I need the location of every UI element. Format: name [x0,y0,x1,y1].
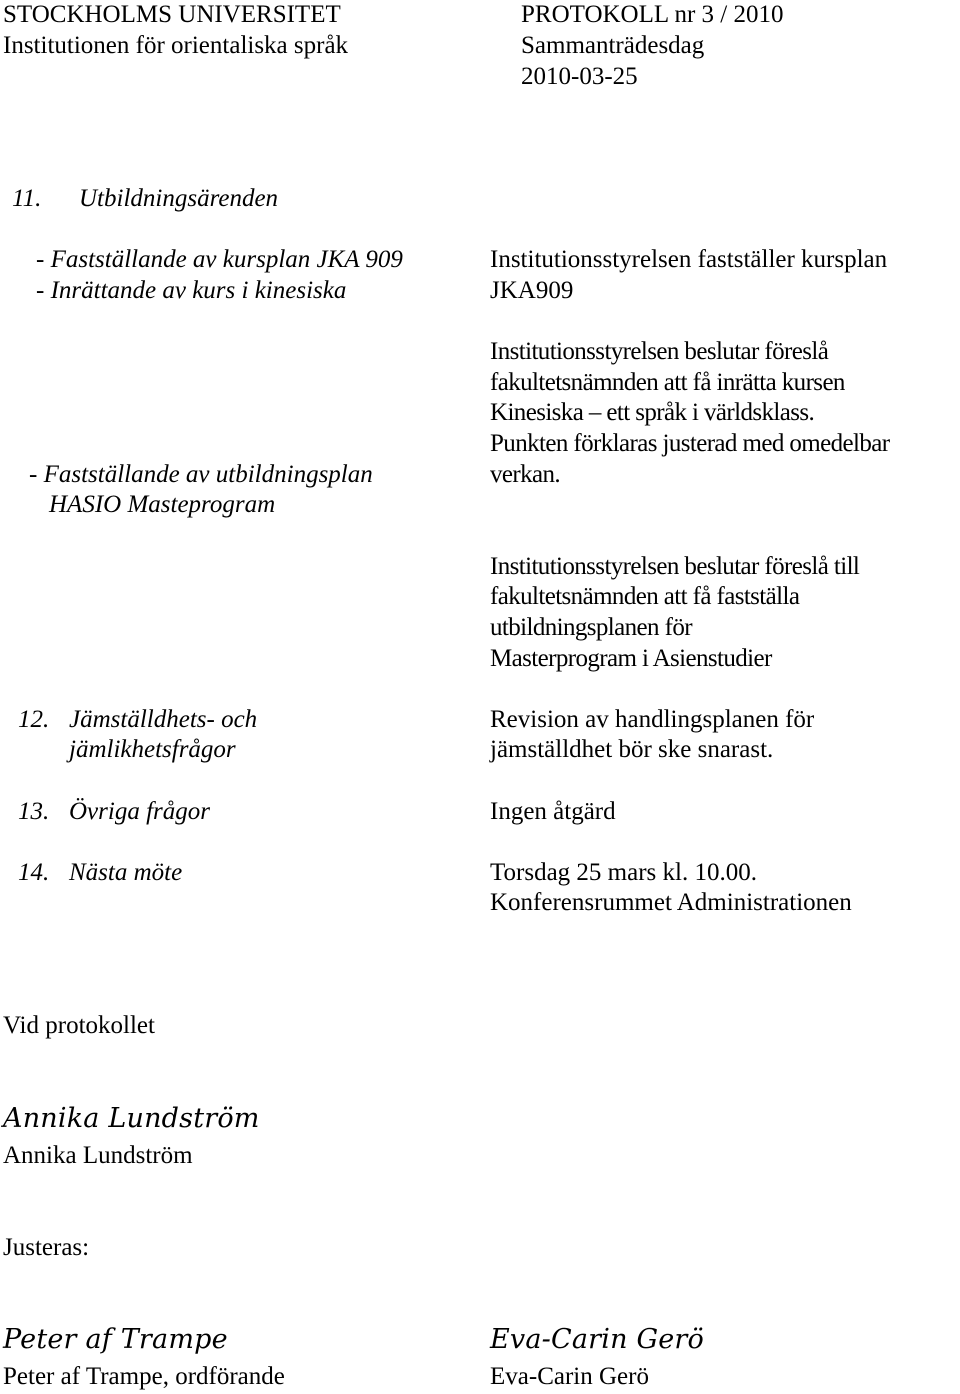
item-11-decision-master-1: Institutionsstyrelsen beslutar föreslå till [490,553,860,580]
item-11-decision-kursplan-cont: JKA909 [490,277,574,304]
item-12-title: Jämställdhets- och [69,706,258,733]
item-14-title: Nästa möte [69,859,183,886]
protocol-number: PROTOKOLL nr 3 / 2010 [521,1,784,28]
secretary-signature: Annika Lundström [3,1103,260,1134]
item-14-number: 14. [18,859,50,886]
item-11-sub-kinesiska: - Inrättande av kurs i kinesiska [36,277,347,304]
item-11-decision-kinesiska-2: fakultetsnämnden att få inrätta kursen [490,369,845,396]
secretary-name: Annika Lundström [3,1142,193,1169]
item-13-decision: Ingen åtgärd [490,798,616,825]
item-12-number: 12. [18,706,50,733]
item-11-decision-kinesiska-5: verkan. [490,461,561,488]
item-11-decision-kinesiska-4: Punkten förklaras justerad med omedelbar [490,430,890,457]
item-13-number: 13. [18,798,50,825]
item-11-decision-kinesiska-3: Kinesiska – ett språk i världsklass. [490,399,815,426]
item-11-sub-kursplan: - Fastställande av kursplan JKA 909 [36,246,403,273]
item-11-decision-kinesiska-1: Institutionsstyrelsen beslutar föreslå [490,338,829,365]
adjuster-signature: Eva-Carin Gerö [490,1324,704,1355]
meeting-date: 2010-03-25 [521,63,638,90]
adjuster-name: Eva-Carin Gerö [490,1363,649,1390]
item-12-title-cont: jämlikhetsfrågor [69,736,236,763]
item-14-decision: Torsdag 25 mars kl. 10.00. [490,859,757,886]
item-12-decision: Revision av handlingsplanen för [490,706,815,733]
item-11-decision-master-2: fakultetsnämnden att få fastställa [490,583,800,610]
item-11-decision-kursplan: Institutionsstyrelsen fastställer kursplan [490,246,888,273]
item-11-decision-master-3: utbildningsplanen för [490,614,692,641]
item-11-sub-utbildningsplan: - Fastställande av utbildningsplan [29,461,373,488]
item-11-sub-utbildningsplan-cont: HASIO Masteprogram [49,491,276,518]
item-14-decision-cont: Konferensrummet Administrationen [490,889,852,916]
item-12-decision-cont: jämställdhet bör ske snarast. [490,736,774,763]
chair-name: Peter af Trampe, ordförande [3,1363,285,1390]
item-13-title: Övriga frågor [69,798,210,825]
item-11-title: Utbildningsärenden [79,185,279,212]
university-name: STOCKHOLMS UNIVERSITET [3,1,341,28]
chair-signature: Peter af Trampe [3,1324,228,1355]
meeting-type: Sammanträdesdag [521,32,705,59]
justeras-label: Justeras: [3,1234,90,1261]
department-name: Institutionen för orientaliska språk [3,32,349,59]
item-11-decision-master-4: Masterprogram i Asienstudier [490,645,772,672]
vid-protokollet-label: Vid protokollet [3,1012,155,1039]
item-11-number: 11. [12,185,42,212]
